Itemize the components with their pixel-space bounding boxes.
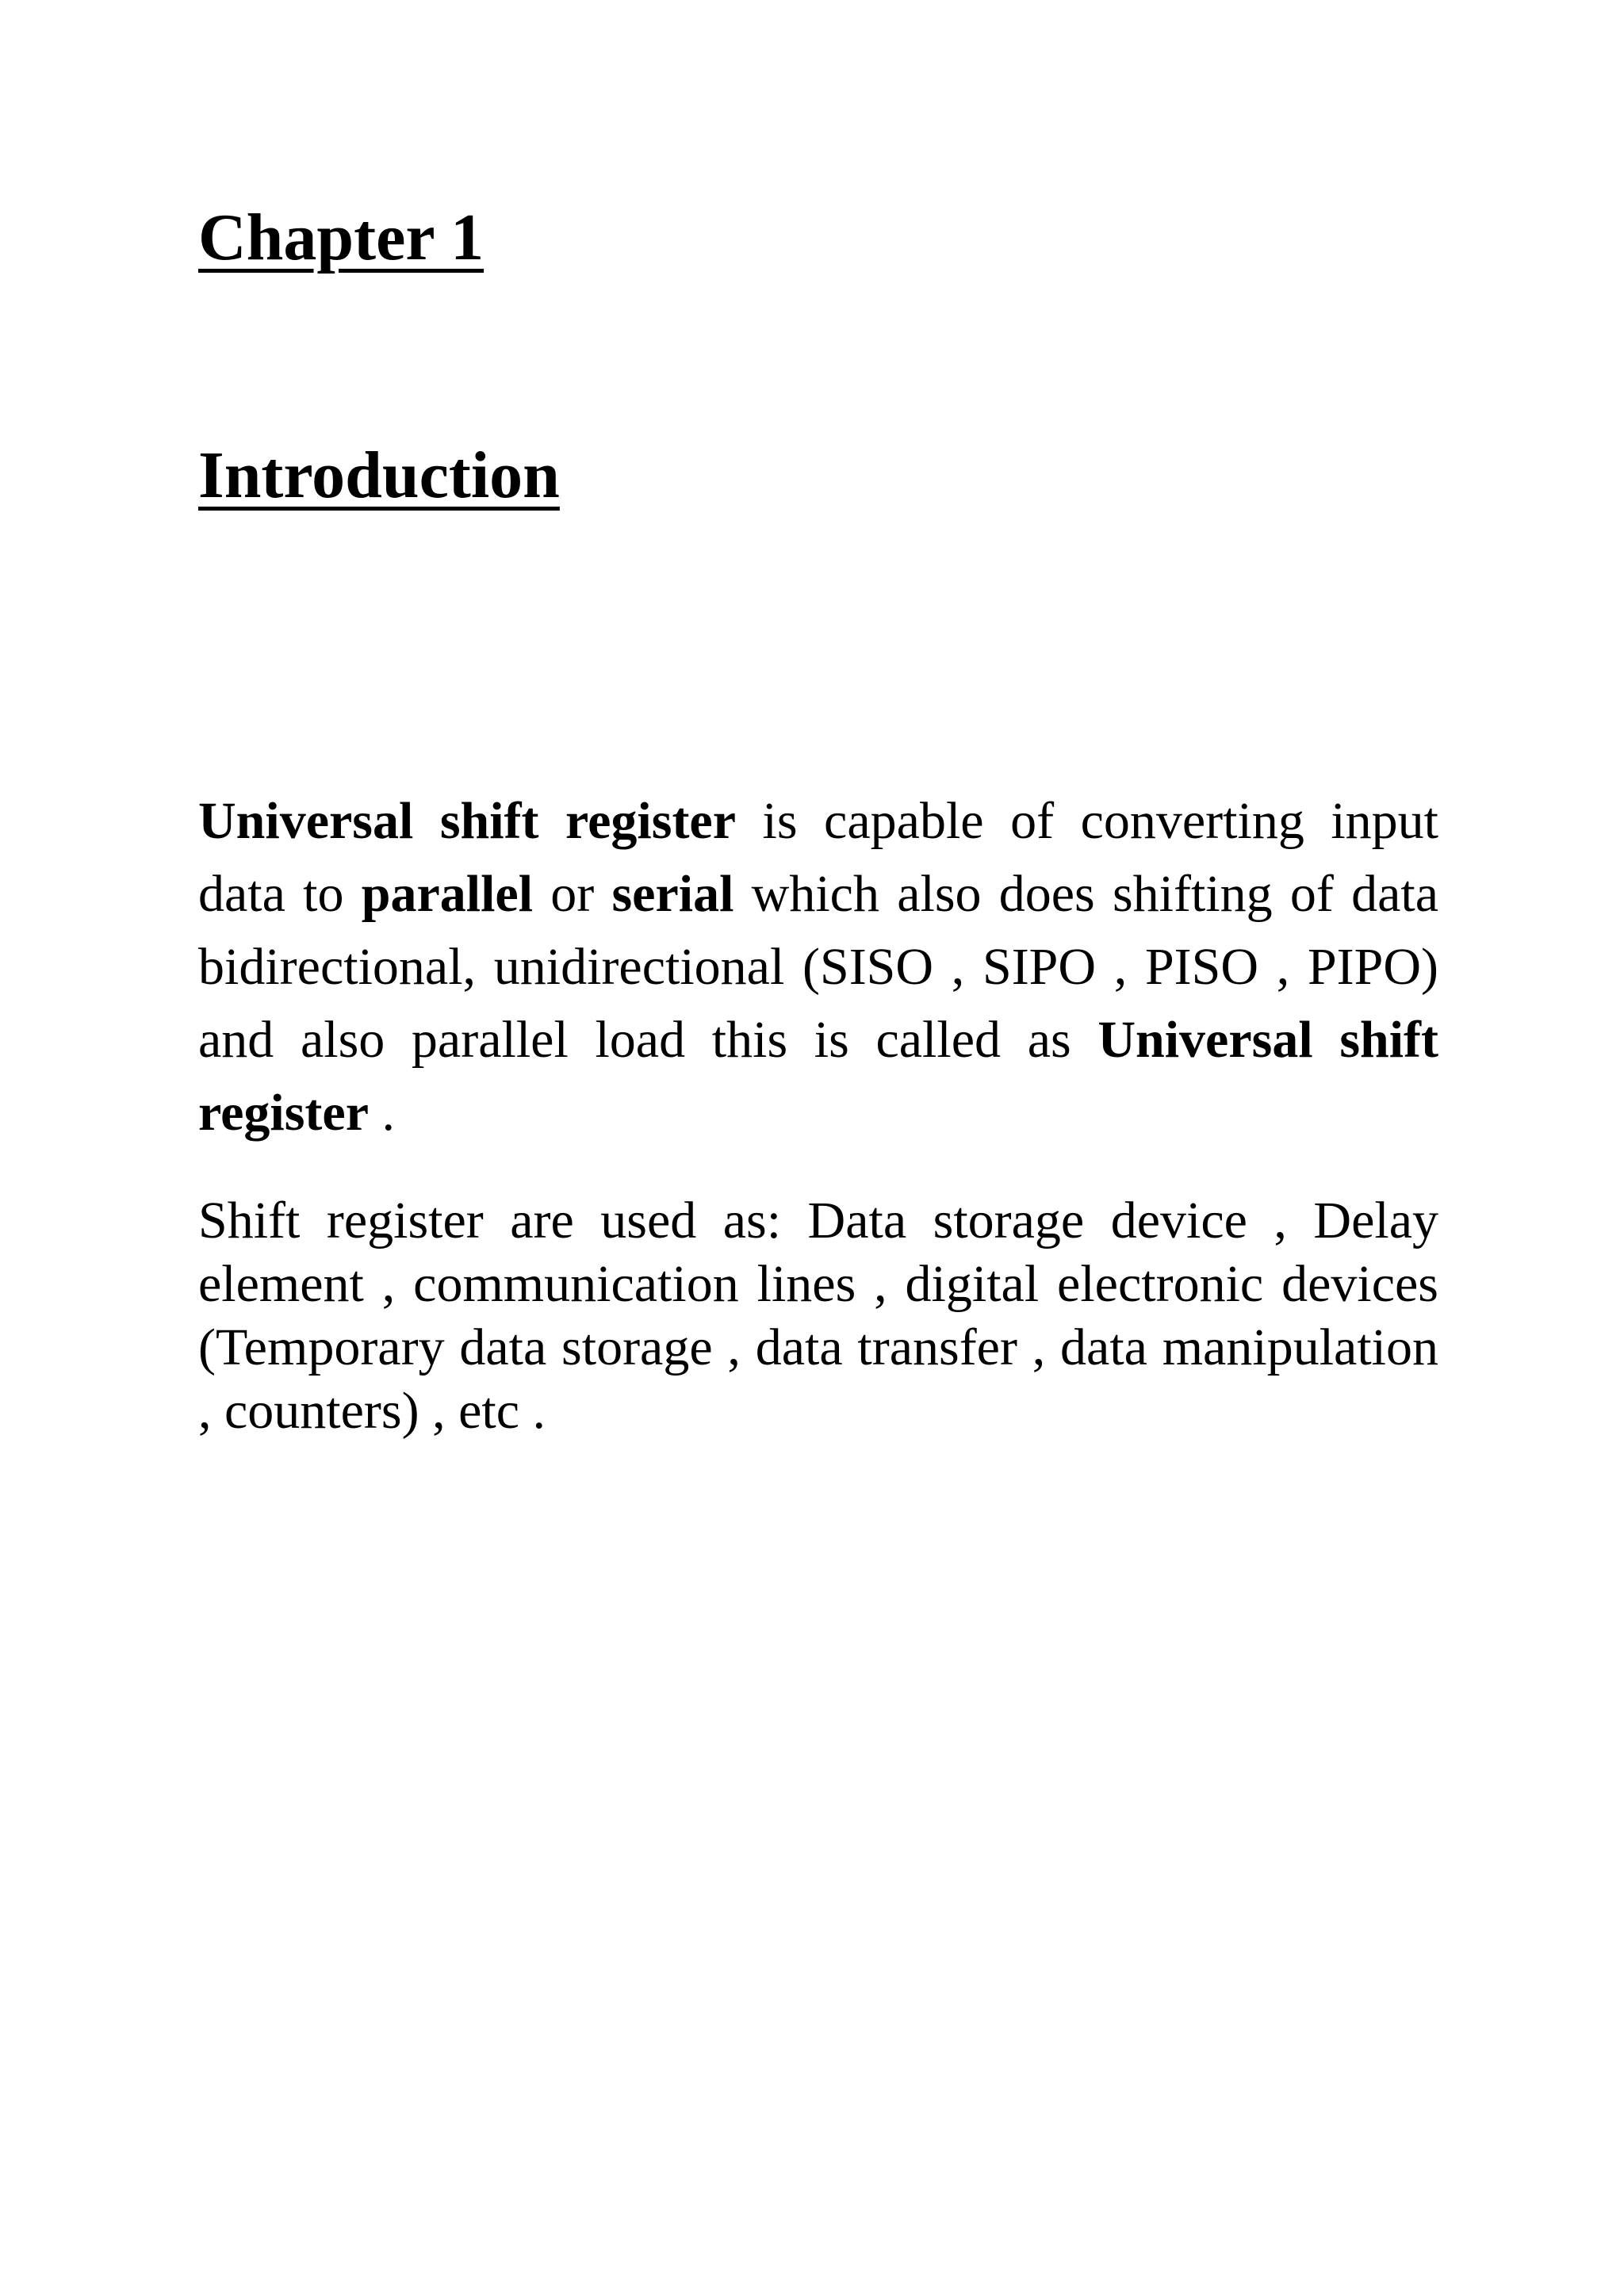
term-serial: serial <box>611 865 734 923</box>
paragraph-text: or <box>533 865 612 923</box>
uses-paragraph: Shift register are used as: Data storage device , Delay element , communication lines , digital electronic devices (Temporary data storage , data transfer , data manipulation , counters) , etc . <box>198 1192 1438 1440</box>
paragraph-text: . <box>368 1084 395 1142</box>
intro-paragraph <box>198 785 1438 1150</box>
paragraph-text: which also does shifting of data bidirectional, unidirectional (SISO , SIPO , PISO , PIPO) and also parallel load this is called as <box>198 865 1439 1069</box>
section-title: Introduction <box>198 438 560 512</box>
chapter-title: Chapter 1 <box>198 201 485 274</box>
paragraph-text: is capable of converting input data to <box>198 792 1438 923</box>
term-universal-shift-register-2: Universal shift register <box>198 1011 1439 1142</box>
term-parallel: parallel <box>361 865 534 923</box>
term-universal-shift-register: Universal shift register <box>198 792 737 850</box>
